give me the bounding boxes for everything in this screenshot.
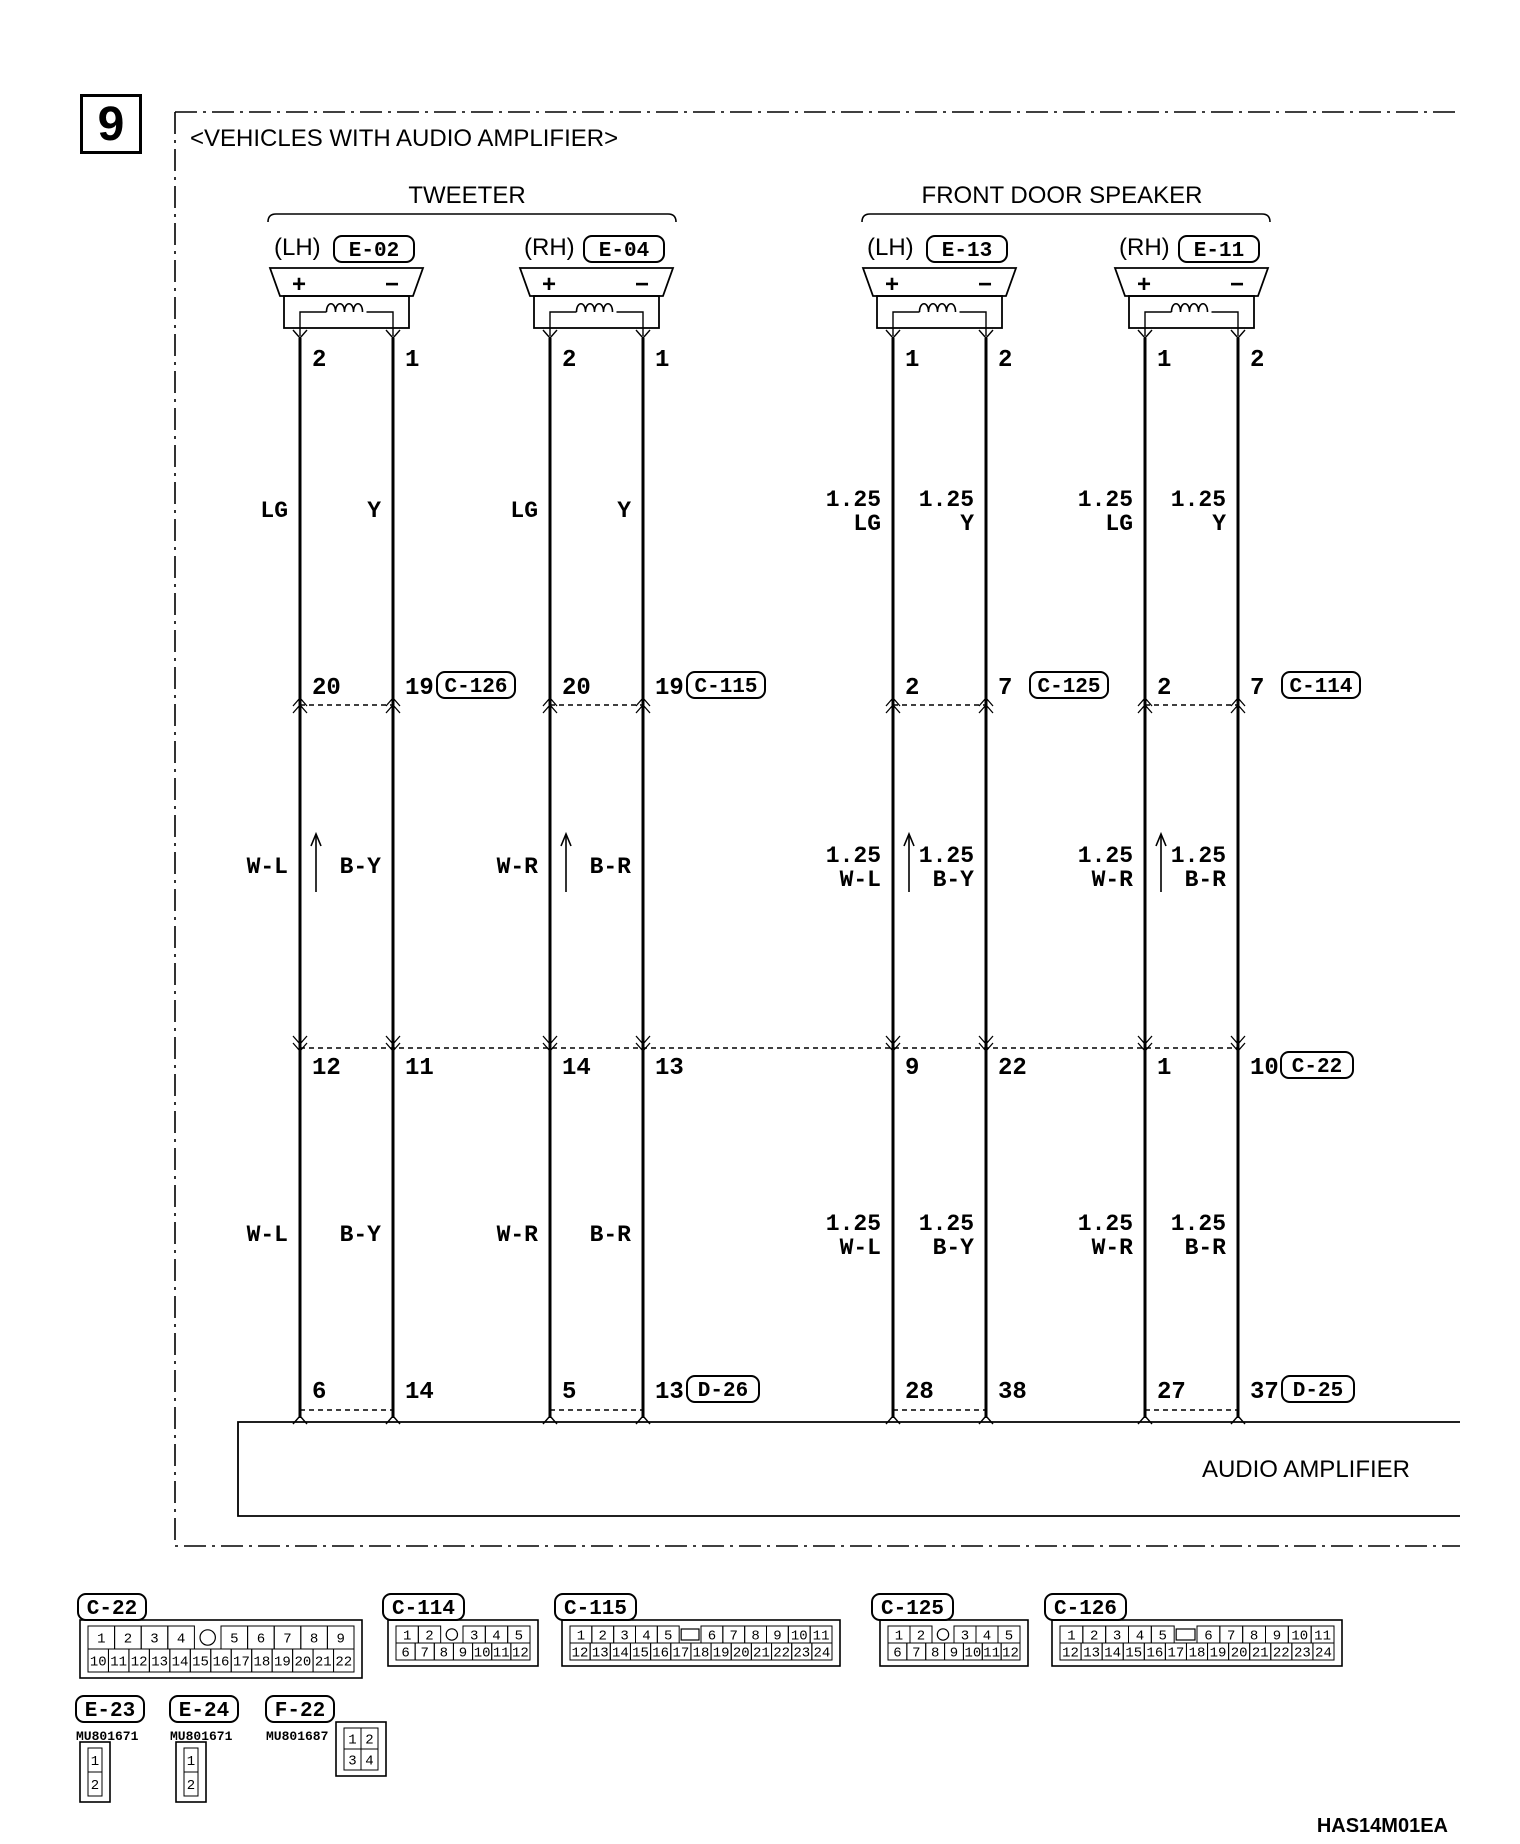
- side-label: (LH): [867, 234, 914, 261]
- wire-size: 1.25: [1170, 843, 1226, 869]
- pin-number: 9: [458, 1645, 468, 1662]
- variant-label: <VEHICLES WITH AUDIO AMPLIFIER>: [190, 125, 619, 152]
- pin-number: 11: [983, 1645, 1001, 1662]
- wire-color: W-L: [246, 1222, 288, 1248]
- coil-icon: [577, 304, 613, 312]
- connector-c-114: [383, 1594, 538, 1666]
- coil-icon: [1172, 304, 1208, 312]
- pin-number: 5: [514, 1628, 524, 1645]
- speaker-connector-label: [584, 236, 664, 263]
- amp-connector-label: [687, 1376, 759, 1403]
- tweeter-bracket: [268, 214, 676, 222]
- connector-code-label: [170, 1696, 238, 1723]
- pin-number: 12: [130, 1654, 148, 1671]
- amp-pin: 27: [1157, 1379, 1186, 1406]
- mid-pin: 20: [312, 675, 341, 702]
- pin-number: 3: [348, 1753, 357, 1770]
- pin-number: 11: [1314, 1628, 1331, 1645]
- wire-color: B-R: [589, 854, 631, 880]
- pin-number: 8: [751, 1628, 760, 1645]
- plus-sign: +: [1137, 271, 1152, 298]
- pin-number: 21: [1251, 1645, 1269, 1662]
- wire-color: W-L: [839, 1235, 881, 1261]
- speaker-unit-2: [497, 234, 765, 1424]
- mid-pin: 19: [655, 675, 684, 702]
- pin-number: 11: [492, 1645, 510, 1662]
- connector-code-label-code: C-125: [880, 1598, 945, 1621]
- pin-number: 2: [123, 1631, 133, 1648]
- pin-number: 6: [401, 1645, 410, 1662]
- wire-size: 1.25: [1077, 843, 1133, 869]
- speaker-unit-4: [1078, 234, 1360, 1424]
- pin-number: 24: [1315, 1645, 1332, 1662]
- connector-code-label: [78, 1594, 146, 1621]
- wire-size: 1.25: [825, 487, 881, 513]
- amp-pin: 37: [1250, 1379, 1279, 1406]
- pin-number: 24: [813, 1645, 831, 1662]
- pin-number: 6: [707, 1628, 717, 1645]
- wire-color: B-Y: [932, 1235, 974, 1261]
- connector-code-label: [383, 1594, 464, 1621]
- pin-number: 22: [1272, 1645, 1290, 1662]
- low-pin: 13: [655, 1055, 684, 1082]
- part-number: MU801687: [266, 1729, 329, 1744]
- connector-e-23: [76, 1696, 144, 1802]
- minus-sign: −: [635, 271, 650, 298]
- low-pin: 9: [905, 1055, 920, 1082]
- pin-number: 22: [335, 1654, 353, 1671]
- connector-code-label-code: C-115: [563, 1598, 628, 1621]
- wire-size: 1.25: [918, 487, 974, 513]
- wire-color: B-R: [1184, 867, 1226, 893]
- speaker-unit-3: [826, 234, 1108, 1424]
- amp-pin: 28: [905, 1379, 934, 1406]
- pin-number: 7: [283, 1631, 292, 1648]
- wire-size: 1.25: [825, 1211, 881, 1237]
- pin-number: 7: [1227, 1628, 1236, 1645]
- wire-color: LG: [510, 498, 538, 524]
- pin-number: 10: [1291, 1628, 1309, 1645]
- pin-number: 1: [576, 1628, 586, 1645]
- pin-number: 6: [256, 1631, 266, 1648]
- pin-number: 8: [309, 1631, 319, 1648]
- mid-connector-label: [1282, 672, 1360, 699]
- pin-number: 22: [773, 1645, 791, 1662]
- mid-pin: 2: [905, 675, 920, 702]
- c22-code: C-22: [1291, 1056, 1343, 1079]
- lock-tab-icon: [1176, 1629, 1195, 1640]
- wire-color: LG: [1105, 511, 1133, 537]
- pin-number: 12: [1062, 1645, 1079, 1662]
- pin-number: 10: [790, 1628, 808, 1645]
- low-pin: 11: [405, 1055, 434, 1082]
- speaker-pin: 2: [312, 347, 327, 374]
- lock-tab-icon: [681, 1629, 699, 1640]
- tweeter-label: TWEETER: [408, 182, 526, 209]
- mid-pin: 20: [562, 675, 591, 702]
- pin-number: 15: [1125, 1645, 1143, 1662]
- mid-connector-label: [687, 672, 765, 699]
- pin-number: 17: [1167, 1645, 1185, 1662]
- pin-number: 2: [1090, 1628, 1099, 1645]
- speaker-pin: 2: [998, 347, 1013, 374]
- speaker-connector-label: [927, 236, 1007, 263]
- amp-pin: 5: [562, 1379, 577, 1406]
- coil-lead: [893, 312, 986, 336]
- wire-color: W-R: [496, 854, 538, 880]
- pin-number: 2: [365, 1732, 374, 1749]
- mid-connector-label-code: C-125: [1037, 676, 1101, 699]
- low-pin: 10: [1250, 1055, 1279, 1082]
- mid-connector-label-code: C-126: [444, 676, 508, 699]
- pin-number: 1: [1067, 1628, 1076, 1645]
- pin-number: 9: [773, 1628, 782, 1645]
- amp-pin: 14: [405, 1379, 434, 1406]
- mid-connector-label-code: C-115: [694, 676, 758, 699]
- pin-number: 13: [151, 1654, 169, 1671]
- wire-color: Y: [1212, 511, 1226, 537]
- connector-code-label: [1045, 1594, 1126, 1621]
- wire-color: W-R: [1091, 1235, 1133, 1261]
- plus-sign: +: [292, 271, 307, 298]
- pin-number: 14: [1104, 1645, 1122, 1662]
- amp-connector-label-code: D-26: [697, 1380, 749, 1403]
- c22-label-box: [1281, 1052, 1353, 1079]
- amp-connector-label-code: D-25: [1292, 1380, 1344, 1403]
- wire-color: Y: [960, 511, 974, 537]
- mid-pin: 19: [405, 675, 434, 702]
- connector-code-label-code: E-23: [84, 1700, 136, 1723]
- pin-number: 16: [1146, 1645, 1164, 1662]
- mid-pin: 7: [998, 675, 1013, 702]
- pin-number: 4: [982, 1628, 992, 1645]
- connector-code-label: [266, 1696, 334, 1723]
- pin-number: 15: [632, 1645, 649, 1662]
- wire-color: B-R: [589, 1222, 631, 1248]
- pin-number: 13: [1083, 1645, 1101, 1662]
- side-label: (RH): [524, 234, 575, 261]
- pin-number: 7: [420, 1645, 429, 1662]
- pin-number: 16: [212, 1654, 230, 1671]
- pin-number: 19: [273, 1654, 291, 1671]
- wire-color: Y: [367, 498, 381, 524]
- amp-pin: 13: [655, 1379, 684, 1406]
- pin-number: 2: [916, 1628, 926, 1645]
- pin-number: 23: [1293, 1645, 1311, 1662]
- pin-number: 2: [90, 1778, 100, 1794]
- wire-size: 1.25: [1077, 487, 1133, 513]
- connector-e-24: [170, 1696, 238, 1802]
- pin-number: 1: [402, 1628, 412, 1645]
- page-number: 9: [97, 97, 125, 151]
- pin-number: 10: [473, 1645, 491, 1662]
- connector-f-22: [266, 1696, 386, 1776]
- pin-number: 5: [1158, 1628, 1167, 1645]
- low-pin: 1: [1157, 1055, 1172, 1082]
- pin-number: 19: [712, 1645, 730, 1662]
- pin-number: 10: [89, 1654, 107, 1671]
- pin-number: 21: [314, 1654, 332, 1671]
- side-label: (RH): [1119, 234, 1170, 261]
- pin-number: 13: [591, 1645, 609, 1662]
- coil-lead: [550, 312, 643, 336]
- front-door-speaker-bracket: [862, 214, 1270, 222]
- low-pin: 22: [998, 1055, 1027, 1082]
- speaker-pin: 1: [655, 347, 670, 374]
- connector-code-label-code: F-22: [274, 1700, 326, 1723]
- pin-number: 4: [642, 1628, 651, 1645]
- speaker-connector-label: [1179, 236, 1259, 263]
- pin-number: 20: [1230, 1645, 1248, 1662]
- pin-number: 16: [652, 1645, 670, 1662]
- pin-number: 11: [110, 1654, 128, 1671]
- amp-pin: 6: [312, 1379, 327, 1406]
- wire-color: LG: [260, 498, 288, 524]
- part-number: MU801671: [170, 1729, 233, 1744]
- connector-code-label-code: C-22: [86, 1598, 138, 1621]
- pin-number: 4: [492, 1628, 501, 1645]
- speaker-connector-label-code: E-04: [598, 240, 650, 263]
- pin-number: 5: [230, 1631, 239, 1648]
- wire-color: B-Y: [339, 854, 381, 880]
- speaker-pin: 1: [905, 347, 920, 374]
- plus-sign: +: [542, 271, 557, 298]
- low-pin: 12: [312, 1055, 341, 1082]
- wire-color: Y: [617, 498, 631, 524]
- pin-number: 5: [664, 1628, 673, 1645]
- speaker-pin: 2: [1250, 347, 1265, 374]
- connector-code-label: [555, 1594, 636, 1621]
- pin-number: 12: [512, 1645, 529, 1662]
- pin-number: 20: [294, 1654, 312, 1671]
- connector-c-125: [872, 1594, 1028, 1666]
- pin-number: 3: [1112, 1628, 1122, 1645]
- pin-number: 18: [253, 1654, 271, 1671]
- speaker-connector-label: [334, 236, 414, 263]
- wire-size: 1.25: [918, 843, 974, 869]
- mid-pin: 7: [1250, 675, 1265, 702]
- pin-number: 8: [439, 1645, 449, 1662]
- pin-number: 1: [90, 1754, 100, 1770]
- wire-color: W-L: [246, 854, 288, 880]
- connector-code-label-code: C-126: [1053, 1598, 1118, 1621]
- pin-number: 6: [1204, 1628, 1213, 1645]
- coil-lead: [1145, 312, 1238, 336]
- minus-sign: −: [978, 271, 993, 298]
- minus-sign: −: [385, 271, 400, 298]
- pin-number: 4: [176, 1631, 186, 1648]
- pin-number: 7: [912, 1645, 921, 1662]
- connector-code-label-code: C-114: [391, 1598, 456, 1621]
- pin-number: 9: [949, 1645, 959, 1662]
- lock-tab-icon: [200, 1630, 215, 1645]
- low-pin: 14: [562, 1055, 591, 1082]
- minus-sign: −: [1230, 271, 1245, 298]
- front-door-speaker-label: FRONT DOOR SPEAKER: [921, 182, 1203, 209]
- pin-number: 1: [186, 1754, 196, 1770]
- wire-color: B-R: [1184, 1235, 1226, 1261]
- connector-c-126: [1045, 1594, 1342, 1666]
- pin-number: 12: [571, 1645, 589, 1662]
- wire-size: 1.25: [825, 843, 881, 869]
- pin-number: 10: [964, 1645, 982, 1662]
- pin-number: 14: [171, 1654, 189, 1671]
- pin-number: 9: [336, 1631, 345, 1648]
- wire-color: W-R: [496, 1222, 538, 1248]
- mid-connector-label: [437, 672, 515, 699]
- pin-number: 3: [960, 1628, 970, 1645]
- speaker-pin: 1: [1157, 347, 1172, 374]
- amp-connector-label: [1282, 1376, 1354, 1403]
- wire-size: 1.25: [1077, 1211, 1133, 1237]
- mid-pin: 2: [1157, 675, 1172, 702]
- pin-number: 6: [893, 1645, 902, 1662]
- wire-color: W-L: [839, 867, 881, 893]
- connector-c-115: [555, 1594, 840, 1666]
- coil-icon: [920, 304, 956, 312]
- footer-code: HAS14M01EA: [1316, 1815, 1448, 1837]
- coil-lead: [300, 312, 393, 336]
- pin-number: 5: [1004, 1628, 1014, 1645]
- wire-size: 1.25: [1170, 1211, 1226, 1237]
- lock-tab-icon: [446, 1629, 457, 1640]
- wire-size: 1.25: [918, 1211, 974, 1237]
- pin-number: 4: [365, 1753, 374, 1770]
- pin-number: 1: [348, 1732, 357, 1749]
- side-label: (LH): [274, 234, 321, 261]
- wire-color: LG: [853, 511, 881, 537]
- pin-number: 18: [692, 1645, 710, 1662]
- pin-number: 9: [1272, 1628, 1282, 1645]
- mid-connector-label: [1030, 672, 1108, 699]
- pin-number: 11: [812, 1628, 830, 1645]
- pin-number: 15: [192, 1654, 209, 1671]
- amp-pin: 38: [998, 1379, 1027, 1406]
- connector-code-label: [872, 1594, 953, 1621]
- speaker-connector-label-code: E-11: [1193, 240, 1245, 263]
- pin-number: 4: [1135, 1628, 1145, 1645]
- pin-number: 21: [753, 1645, 770, 1662]
- connector-code-label-code: E-24: [178, 1700, 230, 1723]
- connector-c-22: [78, 1594, 362, 1678]
- part-number: MU801671: [76, 1729, 139, 1744]
- pin-number: 8: [1249, 1628, 1259, 1645]
- speaker-pin: 2: [562, 347, 577, 374]
- pin-number: 7: [729, 1628, 738, 1645]
- pin-number: 2: [186, 1778, 196, 1794]
- pin-number: 17: [233, 1654, 250, 1671]
- mid-connector-label-code: C-114: [1289, 676, 1353, 699]
- pin-number: 18: [1188, 1645, 1206, 1662]
- pin-number: 23: [793, 1645, 811, 1662]
- lock-tab-icon: [937, 1629, 948, 1640]
- speaker-connector-label-code: E-13: [941, 240, 993, 263]
- plus-sign: +: [885, 271, 900, 298]
- pin-number: 2: [598, 1628, 607, 1645]
- pin-number: 1: [97, 1631, 106, 1648]
- pin-number: 12: [1002, 1645, 1019, 1662]
- pin-number: 20: [732, 1645, 750, 1662]
- speaker-pin: 1: [405, 347, 420, 374]
- pin-number: 3: [469, 1628, 479, 1645]
- pin-number: 1: [894, 1628, 904, 1645]
- speaker-unit-1: [247, 234, 515, 1424]
- pin-number: 8: [930, 1645, 940, 1662]
- wire-color: B-Y: [932, 867, 974, 893]
- coil-icon: [327, 304, 363, 312]
- pin-number: 3: [620, 1628, 629, 1645]
- pin-number: 3: [150, 1631, 159, 1648]
- amplifier-label: AUDIO AMPLIFIER: [1201, 1456, 1410, 1483]
- wire-size: 1.25: [1170, 487, 1226, 513]
- pin-number: 19: [1209, 1645, 1227, 1662]
- connector-code-label: [76, 1696, 144, 1723]
- pin-number: 2: [425, 1628, 434, 1645]
- speaker-connector-label-code: E-02: [348, 240, 400, 263]
- wire-color: W-R: [1091, 867, 1133, 893]
- pin-number: 17: [672, 1645, 690, 1662]
- pin-number: 14: [611, 1645, 629, 1662]
- wire-color: B-Y: [339, 1222, 381, 1248]
